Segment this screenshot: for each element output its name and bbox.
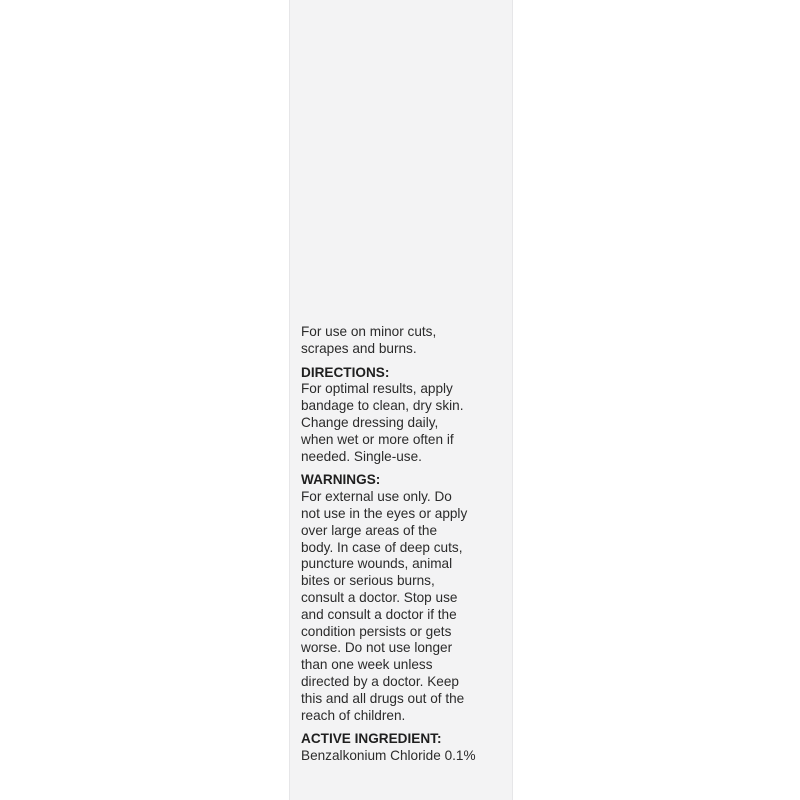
warnings-heading: WARNINGS: — [301, 472, 381, 488]
directions-text: For optimal results, apply bandage to clean, dry skin. Change dressing daily, when wet or more often if needed. Single-use. — [301, 381, 464, 464]
label-text-block — [301, 324, 511, 765]
directions-heading: DIRECTIONS: — [301, 364, 390, 380]
usage-intro: For use on minor cuts, scrapes and burns. — [301, 324, 437, 356]
active-ingredient-heading: ACTIVE INGREDIENT: — [301, 731, 442, 747]
directions-section — [301, 365, 511, 466]
warnings-text: For external use only. Do not use in the eyes or apply over large areas of the body. In case of deep cuts, puncture wounds, animal bites or serious burns, consult a doctor. Stop use and consult a doctor if the condition persists or gets worse. Do not use longer than one week unless directed by a doctor. Keep this and all drugs out of the reach of children. — [301, 489, 468, 723]
active-ingredient-text: Benzalkonium Chloride 0.1% — [301, 748, 476, 764]
package-side-panel — [289, 0, 513, 800]
active-ingredient-section — [301, 731, 511, 765]
warnings-section — [301, 472, 511, 724]
